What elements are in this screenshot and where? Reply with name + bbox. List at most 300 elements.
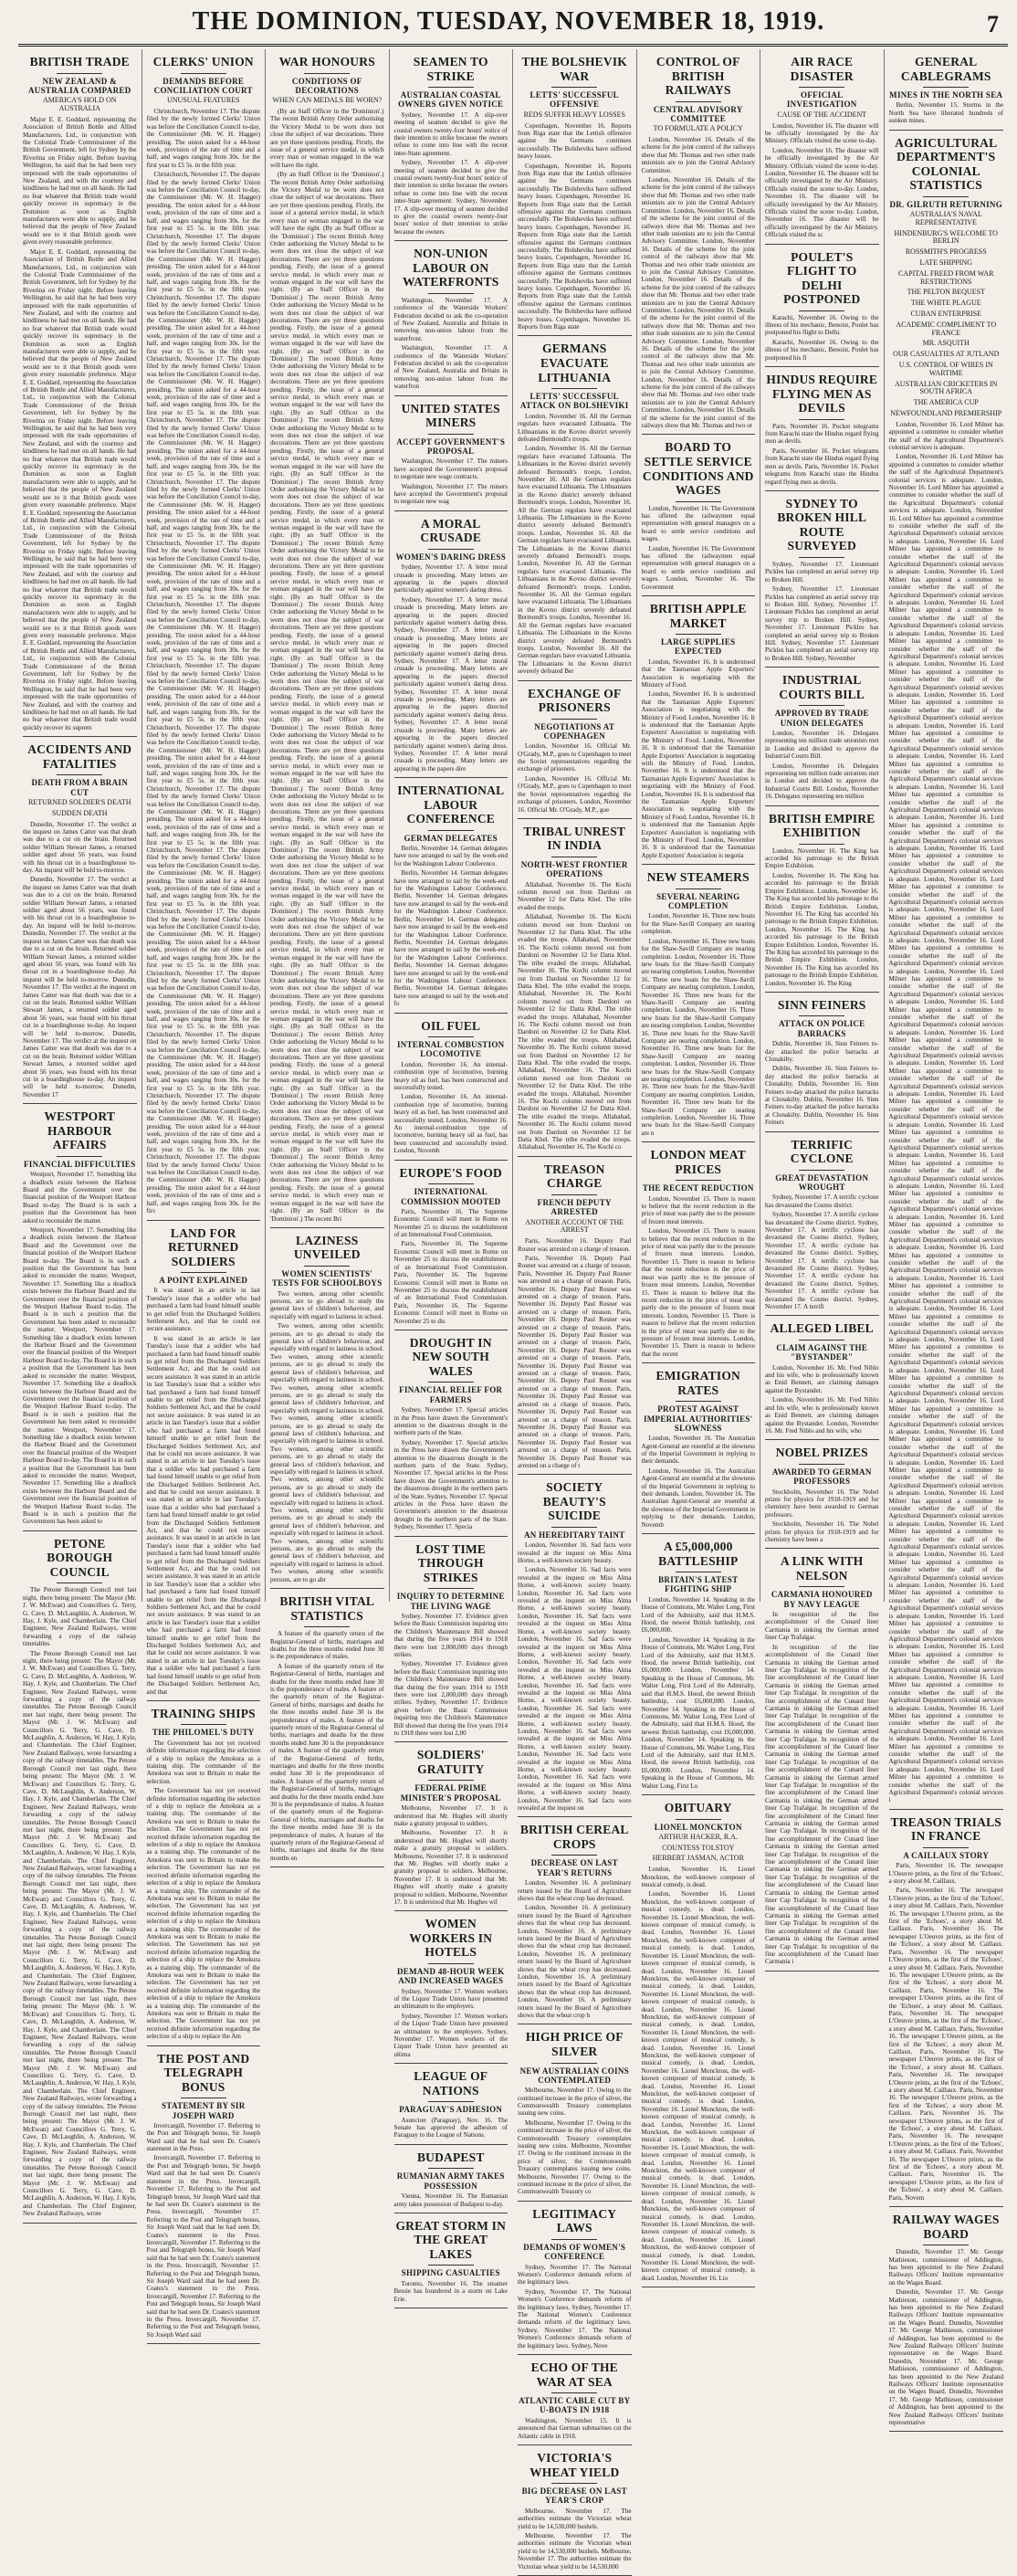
article-subheading: LARGE SUPPLIES EXPECTED — [661, 637, 736, 657]
article-headline: AIR RACE DISASTER — [790, 55, 854, 83]
headline-rule — [428, 87, 474, 88]
article-headline: EXCHANGE OF PRISONERS — [528, 686, 622, 715]
article-body: London, November 16. The Australian Agent-General are resentful at the slowness of the Imperial Government in replying to their demands. London, November 16. The Australian Agent-General are resentful at the slowness of the Imperial Government in replying to their demands. London, November 16. The Australian Agent-General are resentful at the slowness of the Imperial Government in replying to their demands. London, Novemb — [641, 1435, 756, 1529]
article — [23, 742, 137, 1104]
headline-rule — [676, 101, 721, 102]
article — [147, 1226, 261, 1701]
article-separator — [518, 818, 632, 819]
article-headline: BRITISH TRADE — [29, 55, 130, 68]
article-subheading: INTERNATIONAL COMMISSION MOOTED — [401, 1187, 501, 1206]
article-body: London, November 15. There is reason to believe that the recent reduction in the price of meat was partly due to the pressure of frozen meat interests. London, November 15. There is reason to believe that the recent reduction in the price of meat was partly due to the pressure of frozen meat interests. London, November 15. There is reason to believe that the recent reduction in the price of meat was partly due to the pressure of frozen meat interests. London, November 15. There is reason to believe that the recent reduction in the price of meat was partly due to the pressure of frozen meat interests. London, November 15. There is reason to believe that the recent reduction in the price of meat was partly due to the pressure of frozen meat interests. London, November 15. There is reason to believe that the recent — [641, 1194, 755, 1358]
article-body: Dunedin, November 17. Mr. George Mathieson, commissioner of Addington, has been appointed to the New Zealand Railways Officers' Institute representative on the Wages Board. Dunedin, November 17. Mr. George Mathieson, commissioner of Addington, has been appointed to the New Zealand Railways Officers' Institute representative on the Wages Board. Dunedin, November 17. Mr. George Mathieson, commissioner of Addington, has been appointed to the New Zealand Railways Officers' Institute representative on the Wages Board. Dunedin, November 17. Mr. George Mathieson, commissioner of Addington, has been appointed to the New Zealand Railways Officers' Institute representative on the Wages Board. Dunedin, November 17. Mr. George Mathieson, commissioner of Addington, has been appointed to the New Zealand Railways Officers' Institute representative — [888, 2248, 1003, 2427]
article-headline: BOARD TO SETTLE SERVICE CONDITIONS AND WAGES — [642, 440, 754, 498]
article — [642, 55, 756, 435]
article-separator — [270, 1866, 384, 1867]
headline-rule — [428, 2168, 474, 2169]
article-body: Paris, November 16. The newspaper L'Oeuvre prints, as the first of the 'Echoes', a story about M. Caillaux. Paris, November 16. The newspaper L'Oeuvre prints, as the first of the 'Echoes', a story about M. Caillaux. Paris, November 16. The newspaper L'Oeuvre prints, as the first of the 'Echoes', a story about M. Caillaux. Paris, November 16. The newspaper L'Oeuvre prints, as the first of the 'Echoes', a story about M. Caillaux. Paris, November 16. The newspaper L'Oeuvre prints, as the first of the 'Echoes', a story about M. Caillaux. Paris, November 16. The newspaper L'Oeuvre prints, as the first of the 'Echoes', a story about M. Caillaux. Paris, November 16. The newspaper L'Oeuvre prints, as the first of the 'Echoes', a story about M. Caillaux. Paris, November 16. The newspaper L'Oeuvre prints, as the first of the 'Echoes', a story about M. Caillaux. Paris, November 16. The newspaper L'Oeuvre prints, as the first of the 'Echoes', a story about M. Caillaux. Paris, November 16. The newspaper L'Oeuvre prints, as the first of the 'Echoes', a story about M. Caillaux. Paris, November 16. The newspaper L'Oeuvre prints, as the first of the 'Echoes', a story about M. Caillaux. Paris, November 16. The newspaper L'Oeuvre prints, as the first of the 'Echoes', a story about M. Caillaux. Paris, November 16. The newspaper L'Oeuvre prints, as the first of the 'Echoes', a story about M. Caillaux. Paris, November 16. The newspaper L'Oeuvre prints, as the first of the 'Echoes', a story about M. Caillaux. Paris, November 16. The newspaper L'Oeuvre prints, as the first of the 'Echoes', a story about M. Caillaux. Paris, November 16. The newspaper L'Oeuvre prints, as the first of the 'Echoes', a story about M. Caillaux. Paris, Novem — [888, 1862, 1003, 2202]
article-separator — [889, 130, 1004, 131]
article-separator — [765, 1315, 879, 1316]
article-headline: BRITISH CEREAL CROPS — [519, 1823, 629, 1851]
article-subheading: AN HEREDITARY TAINT — [523, 1530, 625, 1540]
article-separator — [765, 805, 879, 806]
article-subheading: LETTS' SUCCESSFUL ATTACK ON BOLSHEVIKI — [519, 392, 629, 411]
article — [394, 1917, 508, 2064]
article-headline: LEAGUE OF NATIONS — [414, 2069, 488, 2098]
article-separator — [765, 1548, 879, 1549]
article-separator — [394, 395, 508, 396]
article-headline: TRIBAL UNREST IN INDIA — [523, 824, 626, 853]
headline-rule — [428, 2101, 474, 2102]
article-headline: ECHO OF THE WAR AT SEA — [530, 2360, 618, 2389]
article-body: London, November 16. Lionel Monckton, the well-known composer of musical comedy, is dead. London, November 16. Lionel Monckton, the well-known composer of musical comedy, is dead. London, November 16. Lionel Monckton, the well-known composer of musical comedy, is dead. London, November 16. Lionel Monckton, the well-known composer of musical comedy, is dead. London, November 16. Lionel Monckton, the well-known composer of musical comedy, is dead. London, November 16. Lionel Monckton, the well-known composer of musical comedy, is dead. London, November 16. Lionel Monckton, the well-known composer of musical comedy, is dead. London, November 16. Lionel Monckton, the well-known composer of musical comedy, is dead. London, November 16. Lionel Monckton, the well-known composer of musical comedy, is dead. London, November 16. Lionel Monckton, the well-known composer of musical comedy, is dead. London, November 16. Lionel Monckton, the well-known composer of musical comedy, is dead. London, November 16. Lionel Monckton, the well-known composer of musical comedy, is dead. London, November 16. Lionel Monckton, the well-known composer of musical comedy, is dead. London, November 16. Lionel Monckton, the well-known composer of musical comedy, is dead. London, November 16. Lionel Monckton, the well-known composer of musical comedy, is dead. London, November 16. Lionel Monckton, the well-known composer of musical comedy, is dead. London, November 16. Lionel Monckton, the well-known composer of musical comedy, is dead. London, November 16. Lionel Monckton, the well-known composer of musical comedy, is dead. London, November 16. Lionel Monckton, the well-known composer of musical comedy, is dead. London, November 16. Lionel Monckton, the well-known composer of musical comedy, is dead. London, November 16. Lionel Monckton, the well-known composer of musical comedy, is dead. London, November 16. Lio — [641, 1866, 755, 2282]
article-body: (By an Staff Officer in the 'Dominion'.) The recent British Army Order authorising the Victory Medal to be worn does not close the subject of war decorations. There are yet three questions pending. Firstly, the issue of a general service medal, in which every man or woman engaged in the war will have the right. (By an Staff Officer in the 'Dominion'.) The recent British Army Order authorising the Victory Medal to be worn does not close the subject of war decorations. There are yet three questions pending. Firstly, the issue of a general service medal, in which every man or woman engaged in the war will have the right. (By an Staff Officer in the 'Dominion'.) The recent British Army Order authorising the Victory Medal to be worn does not close the subject of war decorations. There are yet three questions pending. Firstly, the issue of a general service medal, in which every man or woman engaged in the war will have the right. (By an Staff Officer in the 'Dominion'.) The recent British Army Order authorising the Victory Medal to be worn does not close the subject of war decorations. There are yet three questions pending. Firstly, the issue of a general service medal, in which every man or woman engaged in the war will have the right. (By an Staff Officer in the 'Dominion'.) The recent British Army Order authorising the Victory Medal to be worn does not close the subject of war decorations. There are yet three questions pending. Firstly, the issue of a general service medal, in which every man or woman engaged in the war will have the right. (By an Staff Officer in the 'Dominion'.) The recent British Army Order authorising the Victory Medal to be worn does not close the subject of war decorations. There are yet three questions pending. Firstly, the issue of a general service medal, in which every man or woman engaged in the war will have the right. (By an Staff Officer in the 'Dominion'.) The recent British Army Order authorising the Victory Medal to be worn does not close the subject of war decorations. There are yet three questions pending. Firstly, the issue of a general service medal, in which every man or woman engaged in the war will have the right. (By an Staff Officer in the 'Dominion'.) The recent British Army Order authorising the Victory Medal to be worn does not close the subject of war decorations. There are yet three questions pending. Firstly, the issue of a general service medal, in which every man or woman engaged in the war will have the right. (By an Staff Officer in the 'Dominion'.) The recent British Army Order authorising the Victory Medal to be worn does not close the subject of war decorations. There are yet three questions pending. Firstly, the issue of a general service medal, in which every man or woman engaged in the war will have the right. (By an Staff Officer in the 'Dominion'.) The recent British Army Order authorising the Victory Medal to be worn does not close the subject of war decorations. There are yet three questions pending. Firstly, the issue of a general service medal, in which every man or woman engaged in the war will have the right. (By an Staff Officer in the 'Dominion'.) The recent British Army Order authorising the Victory Medal to be worn does not close the subject of war decorations. There are yet three questions pending. Firstly, the issue of a general service medal, in which every man or woman engaged in the war will have the right. (By an Staff Officer in the 'Dominion'.) The recent British Army Order authorising the Victory Medal to be worn does not close the subject of war decorations. There are yet three questions pending. Firstly, the issue of a general service medal, in which every man or woman engaged in the war will have the right. (By an Staff Officer in the 'Dominion'.) The recent British Army Order authorising the Victory Medal to be worn does not close the subject of war decorations. There are yet three questions pending. Firstly, the issue of a general service medal, in which every man or woman engaged in the war will have the right. (By an Staff Officer in the 'Dominion'.) The recent British Army Order authorising the Victory Medal to be worn does not close the subject of war decorations. There are yet three questions pending. Firstly, the issue of a general service medal, in which every man or woman engaged in the war will have the right. (By an Staff Officer in the 'Dominion'.) The recent British Army Order authorising the Victory Medal to be worn does not close the subject of war decorations. There are yet three questions pending. Firstly, the issue of a general service medal, in which every man or woman engaged in the war will have the right. (By an Staff Officer in the 'Dominion'.) The recent British Army Order authorising the Victory Medal to be worn does not close the subject of war decorations. There are yet three questions pending. Firstly, the issue of a general service medal, in which every man or woman engaged in the war will have the right. (By an Staff Officer in the 'Dominion'.) The recent British Army Order authorising the Victory Medal to be worn does not close the subject of war decorations. There are yet three questions pending. Firstly, the issue of a general service medal, in which every man or woman engaged in the war will have the right. (By an Staff Officer in the 'Dominion'.) The recent British Army Order authorising the Victory Medal to be worn does not close the subject of war decorations. There are yet three questions pending. Firstly, the issue of a general service medal, in which every man or woman engaged in the war will have the right. (By an Staff Officer in the 'Dominion'.) The recent Bri — [270, 108, 384, 1223]
article — [765, 1554, 879, 1971]
newspaper-column — [760, 49, 885, 1966]
headline-rule — [551, 1527, 597, 1528]
article-subheading: TO FORMULATE A POLICY — [653, 124, 743, 133]
article-body: Sydney, November 17. A letter moral crusade is proceeding. Many letters are appearing in the papers directed particularly against women's daring dress. Sydney, November 17. A letter moral crusade is proceeding. Many letters are appearing in the papers directed particularly against women's daring dress. Sydney, November 17. A letter moral crusade is proceeding. Many letters are appearing in the papers directed particularly against women's daring dress. Sydney, November 17. A letter moral crusade is proceeding. Many letters are appearing in the papers directed particularly against women's daring dress. Sydney, November 17. A letter moral crusade is proceeding. Many letters are appearing in the papers directed particularly against women's daring dress. Sydney, November 17. A letter moral crusade is proceeding. Many letters are appearing in the papers directed particularly against women's daring dress. Sydney, November 17. A letter moral crusade is proceeding. Many letters are appearing in the papers dire — [393, 563, 508, 773]
article-headline: CONTROL OF BRITISH RAILWAYS — [655, 55, 740, 98]
headline-rule — [551, 2063, 597, 2064]
article — [889, 55, 1004, 131]
headline-rule — [428, 1963, 474, 1964]
article-headline: A £5,000,000 BATTLESHIP — [658, 1540, 739, 1568]
article-body: Berlin, November 14. German delegates have now arranged to sail by the week-end for the Washington Labour Conference. Berlin, November 14. German delegates have now arranged to sail by the week-end for the Washington Labour Conference. Berlin, November 14. German delegates have now arranged to sail by the week-end for the Washington Labour Conference. Berlin, November 14. German delegates have now arranged to sail by the week-end for the Washington Labour Conference. Berlin, November 14. German delegates have now arranged to sail by the week-end for the Washington Labour Conference. Berlin, November 14. German delegates have now arranged to sail by the week-end for the Washington Labour Conference. Berlin, November 14. German delegates have now arranged to sail by the week-end fo — [393, 845, 508, 1008]
article-separator — [518, 335, 632, 336]
article — [270, 55, 384, 1228]
article-subheading: INQUIRY TO DETERMINE THE LIVING WAGE — [396, 1592, 505, 1611]
article-headline: WESTPORT HARBOUR AFFAIRS — [44, 1109, 116, 1152]
article-subheading: WHEN CAN MEDALS BE WORN? — [272, 96, 383, 105]
article-separator — [889, 1809, 1004, 1810]
article — [642, 1369, 756, 1534]
article-subheading: THE AMERICA CUP — [913, 398, 979, 407]
headline-rule — [799, 844, 844, 845]
headline-rule — [923, 196, 969, 197]
article-body: Sydney, November 17. The National Women's Conference demands reform of the legitimacy laws. Sydney, November 17. The National Women's Conference demands reform of the legitimacy laws. Sydney, November 17. The National Women's Conference demands reform of the legitimacy laws. Sydney, November 17. The National Women's Conference demands reform of the legitimacy laws. Sydney, Nove — [518, 2263, 632, 2350]
article-separator — [394, 1910, 508, 1911]
article-subheading: LIONEL MONCKTON — [654, 1822, 742, 1832]
article-subheading: STATEMENT BY SIR JOSEPH WARD — [162, 2101, 246, 2120]
article — [765, 250, 879, 368]
article — [642, 440, 756, 596]
article-separator — [518, 1156, 632, 1157]
article-subheading: ACADEMIC COMPLIMENT TO FRANCE — [896, 320, 997, 337]
article-separator — [147, 1700, 261, 1701]
article-body: Sydney, November 17. A terrific cyclone has devastated the Cosmo district. Sydney, November 17. A terrific cyclone has devastated the Cosmo district. Sydney, November 17. A terrific cyclone has devastated the Cosmo district. Sydney, November 17. A terrific cyclone has devastated the Cosmo district. Sydney, November 17. A terrific cyclone has devastated the Cosmo district. Sydney, November 17. A terrific cyclone has devastated the Cosmo district. Sydney, November 17. A terrific cyclone has devastated the Cosmo district. Sydney, November 17. A terrifi — [765, 1193, 879, 1311]
article — [889, 2213, 1004, 2432]
article-headline: THE POST AND TELEGRAPH BONUS — [157, 2051, 250, 2094]
article-body: The Petone Borough Council met last night, there being present: The Mayor (Mr. J. W. McEwan) and Councillors G. Terry, G. Cave, D. McLaughlin, A. Anderson, W. Hay, J. Kyle, and Chamberlain. The Chief Engineer, New Zealand Railways, wrote forwarding a copy of the railway timetables. The Petone Borough Council met last night, there being present: The Mayor (Mr. J. W. McEwan) and Councillors G. Terry, G. Cave, D. McLaughlin, A. Anderson, W. Hay, J. Kyle, and Chamberlain. The Chief Engineer, New Zealand Railways, wrote forwarding a copy of the railway timetables. The Petone Borough Council met last night, there being present: The Mayor (Mr. J. W. McEwan) and Councillors G. Terry, G. Cave, D. McLaughlin, A. Anderson, W. Hay, J. Kyle, and Chamberlain. The Chief Engineer, New Zealand Railways, wrote forwarding a copy of the railway timetables. The Petone Borough Council met last night, there being present: The Mayor (Mr. J. W. McEwan) and Councillors G. Terry, G. Cave, D. McLaughlin, A. Anderson, W. Hay, J. Kyle, and Chamberlain. The Chief Engineer, New Zealand Railways, wrote forwarding a copy of the railway timetables. The Petone Borough Council met last night, there being present: The Mayor (Mr. J. W. McEwan) and Councillors G. Terry, G. Cave, D. McLaughlin, A. Anderson, W. Hay, J. Kyle, and Chamberlain. The Chief Engineer, New Zealand Railways, wrote forwarding a copy of the railway timetables. The Petone Borough Council met last night, there being present: The Mayor (Mr. J. W. McEwan) and Councillors G. Terry, G. Cave, D. McLaughlin, A. Anderson, W. Hay, J. Kyle, and Chamberlain. The Chief Engineer, New Zealand Railways, wrote forwarding a copy of the railway timetables. The Petone Borough Council met last night, there being present: The Mayor (Mr. J. W. McEwan) and Councillors G. Terry, G. Cave, D. McLaughlin, A. Anderson, W. Hay, J. Kyle, and Chamberlain. The Chief Engineer, New Zealand Railways, wrote forwarding a copy of the railway timetables. The Petone Borough Council met last night, there being present: The Mayor (Mr. J. W. McEwan) and Councillors G. Terry, G. Cave, D. McLaughlin, A. Anderson, W. Hay, J. Kyle, and Chamberlain. The Chief Engineer, New Zealand Railways, wrote forwarding a copy of the railway timetables. The Petone Borough Council met last night, there being present: The Mayor (Mr. J. W. McEwan) and Councillors G. Terry, G. Cave, D. McLaughlin, A. Anderson, W. Hay, J. Kyle, and Chamberlain. The Chief Engineer, New Zealand Railways, wrote forwarding a copy of the railway timetables. The Petone Borough Council met last night, there being present: The Mayor (Mr. J. W. McEwan) and Councillors G. Terry, G. Cave, D. McLaughlin, A. Anderson, W. Hay, J. Kyle, and Chamberlain. The Chief Engineer, New Zealand Railways, wrote forwarding a copy of the railway timetables. The Petone Borough Council met last night, there being present: The Mayor (Mr. J. W. McEwan) and Councillors G. Terry, G. Cave, D. McLaughlin, A. Anderson, W. Hay, J. Kyle, and Chamberlain. The Chief Engineer, New Zealand Railways, wrote — [23, 1586, 137, 2218]
article-subheading: A CAILLAUX STORY — [903, 1850, 990, 1860]
article-subheading: PARAGUAY'S ADHESION — [399, 2105, 503, 2115]
article-headline: HINDUS REQUIRE FLYING MEN AS DEVILS — [766, 373, 878, 415]
article — [642, 1801, 756, 2287]
article-body: London, November 16. A preliminary return issued by the Board of Agriculture shows that the wheat crop has decreased. London, November 16. A preliminary return issued by the Board of Agriculture shows that the wheat crop has decreased. London, November 16. A preliminary return issued by the Board of Agriculture shows that the wheat crop has decreased. London, November 16. A preliminary return issued by the Board of Agriculture shows that the wheat crop has decreased. London, November 16. A preliminary return issued by the Board of Agriculture shows that the wheat crop has decreased. London, November 16. A preliminary return issued by the Board of Agriculture shows that the wheat crop h — [518, 1879, 632, 2020]
article-headline: DROUGHT IN NEW SOUTH WALES — [409, 1335, 492, 1378]
article-subheading: DEATH FROM A BRAIN CUT — [31, 778, 128, 797]
headline-rule — [551, 2483, 597, 2484]
article-headline: GERMANS EVACUATE LITHUANIA — [538, 342, 612, 384]
article — [518, 2451, 632, 2576]
article-separator — [642, 1533, 756, 1534]
article-headline: NON-UNION LABOUR ON WATERFRONTS — [403, 247, 499, 289]
article-subheading: SHIPPING CASUALTIES — [401, 2268, 500, 2278]
article-subheading: ACCEPT GOVERNMENT'S PROPOSAL — [396, 436, 506, 457]
article — [518, 1162, 632, 1476]
article — [518, 342, 632, 680]
article-body: Copenhagen, November 16. Reports from Riga state that the Lettish offensive against the Germans continues successfully. The Bolsheviks have suffered heavy losses. Copenhagen, November 16. Reports from Riga state that the Lettish offensive against the Germans continues successfully. The Bolsheviks have suffered heavy losses. Copenhagen, November 16. Reports from Riga state that the Lettish offensive against the Germans continues successfully. The Bolsheviks have suffered heavy losses. Copenhagen, November 16. Reports from Riga state that the Lettish offensive against the Germans continues successfully. The Bolsheviks have suffered heavy losses. Copenhagen, November 16. Reports from Riga state that the Lettish offensive against the Germans continues successfully. The Bolsheviks have suffered heavy losses. Copenhagen, November 16. Reports from Riga state that the Lettish offensive against the Germans continues successfully. The Bolsheviks have suffered heavy losses. Copenhagen, November 16. Reports from Riga state — [518, 121, 632, 331]
article — [394, 1542, 508, 1743]
article-body: Melbourne, November 17. The authorities estimate the Victorian wheat yield to be 14,530,000 bushels. Melbourne, November 17. The authorities estimate the Victorian wheat yield to be 14,530,000 bushels. Melbourne, November 17. The authorities estimate the Victorian wheat yield to be 14,530,000 — [518, 2507, 632, 2571]
headline-rule — [551, 1194, 597, 1195]
masthead-rule — [18, 44, 1008, 47]
article-separator — [394, 1536, 508, 1537]
article — [394, 1019, 508, 1161]
article-subheading: RUMANIAN ARMY TAKES POSSESSION — [396, 2171, 505, 2191]
article-subheading: MR. ASQUITH — [922, 339, 970, 348]
article-subheading: NEW ZEALAND & AUSTRALIA COMPARED — [28, 76, 131, 95]
article-subheading: BRITAIN'S LATEST FIGHTING SHIP — [658, 1575, 739, 1594]
article-subheading: DECREASE ON LAST YEAR'S RETURNS — [530, 1858, 618, 1877]
article-headline: BRITISH VITAL STATISTICS — [279, 1594, 375, 1623]
headline-rule — [676, 888, 721, 889]
article-body: London, November 16. An internal-combustion type of locomotive, burning heavy oil as fuel, has been constructed and successfully tested. London, November 16. An internal-combustion type of locomotive, burning heavy oil as fuel, has been constructed and successfully tested. London, November 16. An internal-combustion type of locomotive, burning heavy oil as fuel, has been constructed and successfully tested. London, Novemb — [393, 1060, 508, 1155]
article-body: Dunedin, November 17. The verdict at the inquest on James Catter was that death was due to a cut on the brain. Returned soldier William Stewart James, a returned soldier aged about 56 years, was found with his throat cut in a boardinghouse to-day. An inquest will be held to-morrow. Dunedin, November 17. The verdict at the inquest on James Catter was that death was due to a cut on the brain. Returned soldier William Stewart James, a returned soldier aged about 56 years, was found with his throat cut in a boardinghouse to-day. An inquest will be held to-morrow. Dunedin, November 17. The verdict at the inquest on James Catter was that death was due to a cut on the brain. Returned soldier William Stewart James, a returned soldier aged about 56 years, was found with his throat cut in a boardinghouse to-day. An inquest will be held to-morrow. Dunedin, November 17. The verdict at the inquest on James Catter was that death was due to a cut on the brain. Returned soldier William Stewart James, a returned soldier aged about 56 years, was found with his throat cut in a boardinghouse to-day. An inquest will be held to-morrow. Dunedin, November 17. The verdict at the inquest on James Catter was that death was due to a cut on the brain. Returned soldier William Stewart James, a returned soldier aged about 56 years, was found with his throat cut in a boardinghouse to-day. An inquest will be held to-morrow. Dunedin, November 17 — [23, 820, 137, 1099]
masthead — [0, 0, 1017, 47]
article-headline: TERRIFIC CYCLONE — [790, 1137, 854, 1166]
headline-rule — [181, 1272, 226, 1273]
article-subheading: HINDENBURG'S WELCOME TO BERLIN — [894, 228, 998, 246]
article-headline: SINN FEINERS — [777, 997, 866, 1012]
article — [394, 1748, 508, 1911]
headline-rule — [57, 73, 102, 74]
article-body: Melbourne, November 17. Owing to the continued increase in the price of silver, the Commonwealth Treasury contemplates issuing new coins. Melbourne, November 17. Owing to the continued increase in the price of silver, the Commonwealth Treasury contemplates issuing new coins. Melbourne, November 17. Owing to the continued increase in the price of silver, the Commonwealth Treasury contemplates issuing new coins. Melbourne, November 17. Owing to the continued increase in the price of silver, the Commonwealth Treasury co — [518, 2087, 632, 2196]
article-body: Invercargill, November 17. Referring to the Post and Telegraph bonus, Sir Joseph Ward said that he had seen Dr. Coates's statement in the Press. Invercargill, November 17. Referring to the Post and Telegraph bonus, Sir Joseph Ward said that he had seen Dr. Coates's statement in the Press. Invercargill, November 17. Referring to the Post and Telegraph bonus, Sir Joseph Ward said that he had seen Dr. Coates's statement in the Press. Invercargill, November 17. Referring to the Post and Telegraph bonus, Sir Joseph Ward said that he had seen Dr. Coates's statement in the Press. Invercargill, November 17. Referring to the Post and Telegraph bonus, Sir Joseph Ward said that he had seen Dr. Coates's statement in the Press. Invercargill, November 17. Referring to the Post and Telegraph bonus, Sir Joseph Ward said that he had seen Dr. Coates's statement in the Press. Invercargill, November 17. Referring to the Post and Telegraph bonus, Sir Joseph Ward said that he had seen Dr. Coates's statement in the Press. Invercargill, November 17. Referring to the Post and Telegraph bonus, Sir Joseph Ward said — [146, 2121, 260, 2339]
article-subheading: CARMANIA HONOURED BY NAVY LEAGUE — [771, 1590, 873, 1609]
masthead-title: THE DOMINION, TUESDAY, NOVEMBER 18, 1919. — [192, 7, 825, 36]
article-separator — [23, 736, 137, 737]
headline-rule — [181, 73, 226, 74]
article-body: Washington, November 17. The miners have accepted the Government's proposal to negotiate new wage contracts. Washington, November 17. The miners have accepted the Government's proposal to negotiate new wag — [393, 457, 508, 506]
article-subheading: AUSTRALIA'S NAVAL REPRESENTATIVE — [909, 210, 982, 226]
article-headline: LAND FOR RETURNED SOLDIERS — [168, 1225, 239, 1268]
article-body: London, November 16. Mr. Fred Niblo and his wife, who is professionally known as Enid Bennett, are claiming damages against the Bystander. London, November 16. Mr. Fred Niblo and his wife, who is professionally known as Enid Bennett, are claiming damages against the Bystander. London, November 16. Mr. Fred Niblo and his wife, who — [765, 1363, 879, 1435]
newspaper-column — [885, 49, 1009, 2427]
article-separator — [394, 2063, 508, 2064]
article-body: London, November 16. It is understood that the Tasmanian Apple Exporters' Association is negotiating with the Ministry of Food. London, November 16. It is understood that the Tasmanian Apple Exporters' Association is negotiating with the Ministry of Food. London, November 16. It is understood that the Tasmanian Apple Exporters' Association is negotiating with the Ministry of Food. London, November 16. It is understood that the Tasmanian Apple Exporters' Association is negotiating with the Ministry of Food. London, November 16. It is understood that the Tasmanian Apple Exporters' Association is negotiating with the Ministry of Food. London, November 16. It is understood that the Tasmanian Apple Exporters' Association is negotiating with the Ministry of Food. London, November 16. It is understood that the Tasmanian Apple Exporters' Association is negotiating with the Ministry of Food. London, November 16. It is understood that the Tasmanian Apple Exporters' Association is negotia — [641, 657, 756, 859]
article-headline: LONDON MEAT PRICES — [650, 1148, 746, 1176]
article-separator — [518, 2201, 632, 2202]
headline-rule — [428, 1183, 474, 1184]
headline-rule — [799, 1015, 844, 1016]
article — [765, 1138, 879, 1317]
article — [765, 1446, 879, 1549]
article-separator — [765, 667, 879, 668]
article-headline: WOMEN WORKERS IN HOTELS — [409, 1917, 493, 1960]
article-headline: A LINK WITH NELSON — [781, 1554, 864, 1582]
article-body: The Government has not yet received definite information regarding the selection of a ship to replace the Amokura as a training ship. The commander of the Amokura was sent to Britain to make the selection. The Government has not yet received definite information regarding the selection of a ship to replace the Amokura as a training ship. The commander of the Amokura was sent to Britain to make the selection. The Government has not yet received definite information regarding the selection of a ship to replace the Amokura as a training ship. The commander of the Amokura was sent to Britain to make the selection. The Government has not yet received definite information regarding the selection of a ship to replace the Amokura as a training ship. The commander of the Amokura was sent to Britain to make the selection. The Government has not yet received definite information regarding the selection of a ship to replace the Amokura as a training ship. The commander of the Amokura was sent to Britain to make the selection. The Government has not yet received definite information regarding the selection of a ship to replace the Amokura as a training ship. The commander of the Amokura was sent to Britain to make the selection. The Government has not yet received definite information regarding the selection of a ship to replace the Amokura as a training ship. The commander of the Amokura was sent to Britain to make the selection. The Government has not yet received definite information regarding the selection of a ship to replace the Am — [146, 1739, 260, 2041]
article-subheading: U.S. CONTROL OF WIRES IN WARTIME — [898, 360, 993, 377]
article-subheading: BIG DECREASE ON LAST YEAR'S CROP — [521, 2487, 627, 2506]
article-headline: TRAINING SHIPS — [151, 1706, 256, 1720]
article-headline: LOST TIME THROUGH STRIKES — [415, 1541, 487, 1584]
article-subheading: DEMANDS BEFORE CONCILIATION COURT — [153, 76, 253, 95]
article — [518, 825, 632, 1157]
headline-rule — [799, 1586, 844, 1587]
article-headline: UNITED STATES MINERS — [401, 401, 500, 430]
article-subheading: LATE SHIPPING — [919, 258, 973, 267]
article-subheading: ANOTHER ACCOUNT OF THE ARREST — [525, 1217, 624, 1235]
article-subheading: FRENCH DEPUTY ARRESTED — [537, 1197, 612, 1217]
article-body: Paris, November 16. Deputy Paul Rosner was arrested on a charge of treason. Paris, November 16. Deputy Paul Rosner was arrested on a charge of treason. Paris, November 16. Deputy Paul Rosner was arrested on a charge of treason. Paris, November 16. Deputy Paul Rosner was arrested on a charge of treason. Paris, November 16. Deputy Paul Rosner was arrested on a charge of treason. Paris, November 16. Deputy Paul Rosner was arrested on a charge of treason. Paris, November 16. Deputy Paul Rosner was arrested on a charge of treason. Paris, November 16. Deputy Paul Rosner was arrested on a charge of treason. Paris, November 16. Deputy Paul Rosner was arrested on a charge of treason. Paris, November 16. Deputy Paul Rosner was arrested on a charge of treason. Paris, November 16. Deputy Paul Rosner was arrested on a charge of treason. Paris, November 16. Deputy Paul Rosner was arrested on a charge of treason. Paris, November 16. Deputy Paul Rosner was arrested on a charge of treason. Paris, November 16. Deputy Paul Rosner was arrested on a charge of treason. Paris, November 16. Deputy Paul Rosner was arrested on a charge of t — [518, 1237, 632, 1469]
headline-rule — [551, 388, 597, 389]
article-body: London, November 16. The disaster will be officially investigated by the Air Ministry. Officials visited the scene to-day. London, November 16. The disaster will be officially investigated by the Air Ministry. Officials visited the scene to-day. London, November 16. The disaster will be officially investigated by the Air Ministry. Officials visited the scene to-day. London, November 16. The disaster will be officially investigated by the Air Ministry. Officials visited the scene to-day. London, November 16. The disaster will be officially investigated by the Air Ministry. Officials visited the sc — [765, 121, 879, 239]
newspaper-column — [390, 49, 514, 2303]
article — [23, 1537, 137, 2224]
article-headline: TREASON CHARGE — [543, 1162, 605, 1191]
article-headline: OBITUARY — [664, 1800, 732, 1814]
article-headline: LAZINESS UNVEILED — [293, 1233, 361, 1262]
headline-rule — [799, 1340, 844, 1341]
headline-rule — [676, 1401, 721, 1402]
article-headline: HIGH PRICE OF SILVER — [525, 2030, 624, 2058]
article-body: London, November 16. Details of the scheme for the joint control of the railways show that Mr. Thomas and two other trade unionists are to join the Central Advisory Committee. London, November 16. Details of the scheme for the joint control of the railways show that Mr. Thomas and two other trade unionists are to join the Central Advisory Committee. London, November 16. Details of the scheme for the joint control of the railways show that Mr. Thomas and two other trade unionists are to join the Central Advisory Committee. London, November 16. Details of the scheme for the joint control of the railways show that Mr. Thomas and two other trade unionists are to join the Central Advisory Committee. London, November 16. Details of the scheme for the joint control of the railways show that Mr. Thomas and two other trade unionists are to join the Central Advisory Committee. London, November 16. Details of the scheme for the joint control of the railways show that Mr. Thomas and two other trade unionists are to join the Central Advisory Committee. London, November 16. Details of the scheme for the joint control of the railways show that Mr. Thomas and two other trade unionists are to join the Central Advisory Committee. London, November 16. Details of the scheme for the joint control of the railways show that Mr. Thomas and two other trade unionists are to join the Central Advisory Committee. London, November 16. Details of the scheme for the joint control of the railways show that Mr. Thomas and two ot — [641, 136, 755, 430]
article — [642, 1540, 756, 1795]
article-subheading: GERMAN DELEGATES — [404, 833, 498, 843]
article-subheading: ATTACK ON POLICE BARRACKS — [779, 1019, 865, 1038]
article-separator — [765, 490, 879, 491]
article-body: Sydney, November 17. A slip-over meeting of seamen decided to give the coastal owners twenty-four hours' notice of their intention to strike because the owners refuse to come into line with the recent inter-State agreement. Sydney, November 17. A slip-over meeting of seamen decided to give the coastal owners twenty-four hours' notice of their intention to strike because the owners refuse to come into line with the recent inter-State agreement. Sydney, November 17. A slip-over meeting of seamen decided to give the coastal owners twenty-four hours' notice of their intention to strike because the owners — [393, 110, 508, 236]
newspaper-column — [637, 49, 761, 2282]
article-separator — [642, 864, 756, 865]
headline-rule — [428, 549, 474, 550]
article-subheading: SEVERAL NEARING COMPLETION — [656, 891, 740, 911]
article-headline: ALLEGED LIBEL — [770, 1321, 874, 1336]
headline-rule — [551, 1855, 597, 1856]
article-body: Stockholm, November 16. The Nobel prizes for physics for 1918-1919 and for chemistry have been awarded to German professors. Stockholm, November 16. The Nobel prizes for physics for 1918-1919 and for chemistry have been a — [765, 1488, 879, 1543]
article-separator — [394, 2144, 508, 2145]
article-body: Sydney, November 17. Lieutenant Pickles has completed an aerial survey trip to Broken Hill. Sydney, November 17. Lieutenant Pickles has completed an aerial survey trip to Broken Hill. Sydney, November 17. Lieutenant Pickles has completed an aerial survey trip to Broken Hill. Sydney, November 17. Lieutenant Pickles has completed an aerial survey trip to Broken Hill. Sydney, November 17. Lieutenant Pickles has completed an aerial survey trip to Broken Hill. Sydney, November — [765, 560, 879, 662]
article — [518, 687, 632, 819]
article-subheading: SUDDEN DEATH — [51, 808, 108, 817]
article-headline: EUROPE'S FOOD — [399, 1165, 502, 1180]
headline-rule — [799, 705, 844, 706]
article-headline: THE BOLSHEVIK WAR — [521, 55, 627, 83]
article-separator — [765, 992, 879, 993]
headline-rule — [57, 774, 102, 775]
article-subheading: ATLANTIC CABLE CUT BY U-BOATS IN 1918 — [519, 2396, 631, 2415]
article-headline: SYDNEY TO BROKEN HILL ROUTE SURVEYED — [777, 496, 867, 553]
article-subheading: NORTH-WEST FRONTIER OPERATIONS — [520, 859, 628, 879]
article-separator — [394, 240, 508, 241]
headline-rule — [428, 1382, 474, 1383]
article-subheading: THE PELTON BEQUEST — [907, 288, 985, 297]
article-separator — [394, 1013, 508, 1014]
article-headline: A MORAL CRUSADE — [420, 516, 482, 545]
article-body: Dublin, November 16. Sinn Feiners to-day attacked the police barracks at Clonakilty. Dublin, November 16. Sinn Feiners to-day attacked the police barracks at Clonakilty. Dublin, November 16. Sinn Feiners to-day attacked the police barracks at Clonakilty. Dublin, November 16. Sinn Feiners to-day attacked the police barracks at Clonakilty. Dublin, November 16. Sinn Feiners — [765, 1040, 879, 1127]
article-subheading: NEW AUSTRALIAN COINS CONTEMPLATED — [519, 2066, 629, 2085]
headline-rule — [923, 87, 969, 88]
article-body: Toronto, November 16. The steamer Bessie has foundered in a storm on Lake Erie. — [393, 2279, 508, 2303]
article — [394, 247, 508, 395]
article — [270, 1234, 384, 1589]
article-headline: PETONE BOROUGH COUNCIL — [47, 1536, 113, 1579]
article-subheading: AUSTRALIAN COASTAL OWNERS GIVEN NOTICE — [398, 90, 504, 110]
article-body: London, November 14. Speaking in the House of Commons, Mr. Walter Long, First Lord of the Admiralty, said that H.M.S. Hood, the newest British battleship, cost £6,000,000. London, November 14. Speaking in the House of Commons, Mr. Walter Long, First Lord of the Admiralty, said that H.M.S. Hood, the newest British battleship, cost £6,000,000. London, November 14. Speaking in the House of Commons, Mr. Walter Long, First Lord of the Admiralty, said that H.M.S. Hood, the newest British battleship, cost £6,000,000. London, November 14. Speaking in the House of Commons, Mr. Walter Long, First Lord of the Admiralty, said that H.M.S. Hood, the newest British battleship, cost £6,000,000. London, November 14. Speaking in the House of Commons, Mr. Walter Long, First Lord of the Admiralty, said that H.M.S. Hood, the newest British battleship, cost £6,000,000. London, November 14. Speaking in the House of Commons, Mr. Walter Long, First Lo — [641, 1595, 755, 1790]
article-subheading: WOMEN'S DARING DRESS — [395, 552, 507, 562]
headline-rule — [799, 1464, 844, 1465]
article-body: London, November 16. The Government has offered the railwaymen equal representation with general managers on a board to settle service conditions and wages. London, November 16. The Government has offered the railwaymen equal representation with general managers on a board to settle service conditions and wages. London, November 16. The Government — [641, 504, 755, 591]
article-subheading: RETURNED SOLDIER'S DEATH — [27, 798, 131, 807]
article-body: Washington, November 15. It is announced that German submarines cut the Atlantic cable in 1918. — [518, 2416, 632, 2440]
article-headline: AGRICULTURAL DEPARTMENT'S COLONIAL STATISTICS — [895, 135, 998, 193]
article-subheading: NEWFOUNDLAND PREMIERSHIP — [890, 408, 1002, 417]
article-body: Christchurch, November 17. The dispute filed by the newly formed Clerks' Union was before the Conciliation Council to-day, the Commissioner (Mr. W. H. Hagger) presiding. The union asked for a 44-hour week, provision of the rate of time and a half, and wages ranging from 30s. for the first year to £5 5s. in the fifth year. Christchurch, November 17. The dispute filed by the newly formed Clerks' Union was before the Conciliation Council to-day, the Commissioner (Mr. W. H. Hagger) presiding. The union asked for a 44-hour week, provision of the rate of time and a half, and wages ranging from 30s. for the first year to £5 5s. in the fifth year. Christchurch, November 17. The dispute filed by the newly formed Clerks' Union was before the Conciliation Council to-day, the Commissioner (Mr. W. H. Hagger) presiding. The union asked for a 44-hour week, provision of the rate of time and a half, and wages ranging from 30s. for the first year to £5 5s. in the fifth year. Christchurch, November 17. The dispute filed by the newly formed Clerks' Union was before the Conciliation Council to-day, the Commissioner (Mr. W. H. Hagger) presiding. The union asked for a 44-hour week, provision of the rate of time and a half, and wages ranging from 30s. for the first year to £5 5s. in the fifth year. Christchurch, November 17. The dispute filed by the newly formed Clerks' Union was before the Conciliation Council to-day, the Commissioner (Mr. W. H. Hagger) presiding. The union asked for a 44-hour week, provision of the rate of time and a half, and wages ranging from 30s. for the first year to £5 5s. in the fifth year. Christchurch, November 17. The dispute filed by the newly formed Clerks' Union was before the Conciliation Council to-day, the Commissioner (Mr. W. H. Hagger) presiding. The union asked for a 44-hour week, provision of the rate of time and a half, and wages ranging from 30s. for the first year to £5 5s. in the fifth year. Christchurch, November 17. The dispute filed by the newly formed Clerks' Union was before the Conciliation Council to-day, the Commissioner (Mr. W. H. Hagger) presiding. The union asked for a 44-hour week, provision of the rate of time and a half, and wages ranging from 30s. for the first year to £5 5s. in the fifth year. Christchurch, November 17. The dispute filed by the newly formed Clerks' Union was before the Conciliation Council to-day, the Commissioner (Mr. W. H. Hagger) presiding. The union asked for a 44-hour week, provision of the rate of time and a half, and wages ranging from 30s. for the first year to £5 5s. in the fifth year. Christchurch, November 17. The dispute filed by the newly formed Clerks' Union was before the Conciliation Council to-day, the Commissioner (Mr. W. H. Hagger) presiding. The union asked for a 44-hour week, provision of the rate of time and a half, and wages ranging from 30s. for the first year to £5 5s. in the fifth year. Christchurch, November 17. The dispute filed by the newly formed Clerks' Union was before the Conciliation Council to-day, the Commissioner (Mr. W. H. Hagger) presiding. The union asked for a 44-hour week, provision of the rate of time and a half, and wages ranging from 30s. for the first year to £5 5s. in the fifth year. Christchurch, November 17. The dispute filed by the newly formed Clerks' Union was before the Conciliation Council to-day, the Commissioner (Mr. W. H. Hagger) presiding. The union asked for a 44-hour week, provision of the rate of time and a half, and wages ranging from 30s. for the first year to £5 5s. in the fifth year. Christchurch, November 17. The dispute filed by the newly formed Clerks' Union was before the Conciliation Council to-day, the Commissioner (Mr. W. H. Hagger) presiding. The union asked for a 44-hour week, provision of the rate of time and a half, and wages ranging from 30s. for the first year to £5 5s. in the fifth year. Christchurch, November 17. The dispute filed by the newly formed Clerks' Union was before the Conciliation Council to-day, the Commissioner (Mr. W. H. Hagger) presiding. The union asked for a 44-hour week, provision of the rate of time and a half, and wages ranging from 30s. for the first year to £5 5s. in the fifth year. Christchurch, November 17. The dispute filed by the newly formed Clerks' Union was before the Conciliation Council to-day, the Commissioner (Mr. W. H. Hagger) presiding. The union asked for a 44-hour week, provision of the rate of time and a half, and wages ranging from 30s. for the first year to £5 5s. in the fifth year. Christchurch, November 17. The dispute filed by the newly formed Clerks' Union was before the Conciliation Council to-day, the Commissioner (Mr. W. H. Hagger) presiding. The union asked for a 44-hour week, provision of the rate of time and a half, and wages ranging from 30s. for the first year to £5 5s. in the fifth year. Christchurch, November 17. The dispute filed by the newly formed Clerks' Union was before the Conciliation Council to-day, the Commissioner (Mr. W. H. Hagger) presiding. The union asked for a 44-hour week, provision of the rate of time and a half, and wages ranging from 30s. for the first year to £5 5s. in the fifth year. Christchurch, November 17. The dispute filed by the newly formed Clerks' Union was before the Conciliation Council to-day, the Commissioner (Mr. W. H. Hagger) presiding. The union asked for a 44-hour week, provision of the rate of time and a half, and wages ranging from 30s. for the first year to £5 5s. in the fifth year. Christchurch, November 17. The dispute filed by the newly formed Clerks' Union was before the Conciliation Council to-day, the Commissioner (Mr. W. H. Hagger) presiding. The union asked for a 44-hour week, provision of the rate of time and a half, and wages ranging from 30s. for the firs — [146, 108, 260, 1215]
headline-rule — [428, 2265, 474, 2266]
article-subheading: FINANCIAL DIFFICULTIES — [23, 1159, 136, 1169]
article-body: Paris, November 16. Pocket telegrams from Karachi state the Hindus regard flying men as devils. Paris, November 16. Pocket telegrams from Karachi state the Hindus regard flying men as devils. Paris, November 16. Pocket telegrams from Karachi state the Hindus regard flying men as devils. — [765, 422, 879, 486]
article-separator — [765, 1131, 879, 1132]
article-body: Vienna, November 16. The Rumanian army takes possession of Budapest to-day. — [393, 2192, 508, 2208]
headline-rule — [799, 310, 844, 311]
article-subheading: FEDERAL PRIME MINISTER'S PROPOSAL — [400, 1783, 501, 1803]
article-subheading: ARTHUR HACKER, R.A. — [658, 1832, 738, 1841]
article — [147, 1707, 261, 2046]
article-separator — [765, 244, 879, 245]
headline-rule — [428, 434, 474, 435]
page-number: 7 — [987, 11, 999, 37]
article — [518, 55, 632, 336]
article-separator — [642, 1141, 756, 1142]
article-separator — [642, 1362, 756, 1363]
article-headline: OIL FUEL — [421, 1018, 481, 1033]
article-body: London, November 16. The King has accorded his patronage to the British Empire Exhibition. London, November 16. The King has accorded his patronage to the British Empire Exhibition. London, November 16. The King has accorded his patronage to the British Empire Exhibition. London, November 16. The King has accorded his patronage to the British Empire Exhibition. London, November 16. The King has accorded his patronage to the British Empire Exhibition. London, November 16. The King has accorded his patronage to the British Empire Exhibition. London, November 16. The King has accorded his patronage to the British Empire Exhibition. London, November 16. The King — [765, 846, 879, 987]
article — [518, 1823, 632, 2024]
article — [765, 373, 879, 491]
headline-rule — [428, 293, 474, 294]
article-subheading: LETTS' SUCCESSFUL OFFENSIVE — [529, 90, 619, 110]
article-separator — [518, 680, 632, 681]
headline-rule — [304, 1266, 350, 1267]
article — [270, 1594, 384, 1867]
article-body: Paris, November 16. The Supreme Economic Council will meet in Rome on November 25 to discuss the establishment of an International Food Commission. Paris, November 16. The Supreme Economic Council will meet in Rome on November 25 to discuss the establishment of an International Food Commission. Paris, November 16. The Supreme Economic Council will meet in Rome on November 25 to discuss the establishment of an International Food Commission. Paris, November 16. The Supreme Economic Council will meet in Rome on November 25 to dis — [393, 1207, 508, 1325]
newspaper-column — [513, 49, 637, 2571]
article-separator — [270, 1227, 384, 1228]
article-subheading: APPROVED BY TRADE UNION DELEGATES — [774, 709, 869, 728]
article-subheading: MINES IN THE NORTH SEA — [889, 90, 1003, 100]
headline-rule — [551, 2239, 597, 2240]
headline-rule — [799, 557, 844, 558]
article-headline: NEW STEAMERS — [646, 870, 750, 885]
article — [518, 1480, 632, 1817]
article-subheading: A POINT EXPLAINED — [159, 1276, 248, 1286]
article-headline: WAR HONOURS — [278, 55, 375, 68]
article-separator — [642, 1794, 756, 1795]
article-headline: SEAMEN TO STRIKE — [413, 55, 488, 83]
article-body: London, November 16. Lord Milner has appointed a committee to consider whether the staff of the Agricultural Department's colonial services is adequate. London, November 16. Lord Milner has appointed a committee to consider whether the staff of the Agricultural Department's colonial services is adequate. London, November 16. Lord Milner has appointed a committee to consider whether the staff of the Agricultural Department's colonial services is adequate. London, November 16. Lord Milner has appointed a committee to consider whether the staff of the Agricultural Department's colonial services is adequate. London, November 16. Lord Milner has appointed a committee to consider whether the staff of the Agricultural Department's colonial services is adequate. London, November 16. Lord Milner has appointed a committee to consider whether the staff of the Agricultural Department's colonial services is adequate. London, November 16. Lord Milner has appointed a committee to consider whether the staff of the Agricultural Department's colonial services is adequate. London, November 16. Lord Milner has appointed a committee to consider whether the staff of the Agricultural Department's colonial services is adequate. London, November 16. Lord Milner has appointed a committee to consider whether the staff of the Agricultural Department's colonial services is adequate. London, November 16. Lord Milner has appointed a committee to consider whether the staff of the Agricultural Department's colonial services is adequate. London, November 16. Lord Milner has appointed a committee to consider whether the staff of the Agricultural Department's colonial services is adequate. London, November 16. Lord Milner has appointed a committee to consider whether the staff of the Agricultural Department's colonial services is adequate. London, November 16. Lord Milner has appointed a committee to consider whether the staff of the Agricultural Department's colonial services is adequate. London, November 16. Lord Milner has appointed a committee to consider whether the staff of the Agricultural Department's colonial services is adequate. London, November 16. Lord Milner has appointed a committee to consider whether the staff of the Agricultural Department's colonial services is adequate. London, November 16. Lord Milner has appointed a committee to consider whether the staff of the Agricultural Department's colonial services is adequate. London, November 16. Lord Milner has appointed a committee to consider whether the staff of the Agricultural Department's colonial services is adequate. London, November 16. Lord Milner has appointed a committee to consider whether the staff of the Agricultural Department's colonial services is adequate. London, November 16. Lord Milner has appointed a committee to consider whether the staff of the Agricultural Department's colonial services is adequate. London, November 16. Lord Milner has appointed a committee to consider whether the staff of the Agricultural Department's colonial services is adequate. London, November 16. Lord Milner has appointed a committee to consider whether the staff of the Agricultural Department's colonial services is adequate. London, November 16. Lord Milner has appointed a committee to consider whether the staff of the Agricultural Department's colonial services is adequate. London, November 16. Lord Milner has appointed a committee to consider whether the staff of the Agricultural Department's colonial services is adequate. London, November 16. Lord Milner has appointed a committee to consider whether the staff of the Agricultural Department's colonial services is adequate. London, November 16. Lord Milner has appointed a committee to consider whether the staff of the Agricultural Department's colonial services is adequate. London, November 16. Lord Milner has appointed a committee to consider whether the staff of the Agricultural Department's colonial services is adequate. London, November 16. Lord Milner has appointed a committee to consider whether the staff of the Agricultural Department's colonial services is adequate. London, November 16. Lord Milner has appointed a committee to consider whether the staff of the Agricultural Department's colonial services is adequate. London, November 16. Lord Milner has appointed a committee to consider whether the staff of the Agricultural Department's colonial services is adequate. London, November 16. Lord Milner has appointed a committee to consider whether the staff of the Agricultural Department's colonial services is adequate. London, November 16. Lord Milner has appointed a committee to consider whether the staff of the Agricultural Department's colonial services is adequate. London, November 16. Lord Milner has appointed a committee to consider whether the staff of the Agricultural Department's colonial services is adequate. London, November 16. Lord Milner has appointed a committee to consider whether the staff of the Agricultural Department's colonial services is adequate. London, November 16. Lord Milner has appointed a committee to consider whether the staff of the Agricultural Department's colonial services is adequate. London, November 16. Lord Milner has appointed a committee to consider whether the staff of the Agricultural Department's colonial services is adequate. London, November 16. Lord Milner has appointed a committee to consider whether the staff of the Agricultural Department's colonial services is adequate. London, November 16. Lord Milner has appointed a committee to consider whether the staff of the Agricultural Department's colonial services is adequate. London, November 16. Lord Milner has appointed a committee to consider whether the staff of the Agricultural Department's colonial services is adequate. London, November 16. Lord Milner has appointed a committee to consider whether the staff of the Agricultural Department's colonial services is adequate. London, November 16. Lord Milner has appointed a committee to consider whether the staff of the Agricultural Department's colonial services is adequate. London, November 16. Lord Milner has appointed a committee to consider whether the staff of the Agricultural Department's colonial services is adequate. London, November 16. Lord Milner has appointed a committee to consider whether the staff of the Agricultural Department's colonial services is adequate. London, November 16. Lord Milner has appointed a committee to consider whether the staff of the Agricultural Department's colonial services is adequate. London, November 16. Lord Milner has appointed a committee to consider whether the staff of the Agricultural Department's colonial services is adequate. London, November 16. Lord Milner has appointed a committee to consider whether the staff of the Agricultural Department's colonial services i — [888, 420, 1003, 1804]
article-subheading: CONDITIONS OF DECORATIONS — [291, 76, 362, 95]
article-body: Sydney, November 17. Women workers of the Liquor Trade Union have presented an ultimatum to the employers. Sydney, November 17. Women workers of the Liquor Trade Union have presented an ultimatum to the employers. Sydney, November 17. Women workers of the Liquor Trade Union have presented an ultima — [393, 1987, 508, 2058]
article-separator — [518, 2354, 632, 2355]
article-headline: POULET'S FLIGHT TO DELHI POSTPONED — [783, 249, 861, 307]
article-subheading: OUR CASUALTIES AT JUTLAND — [893, 350, 1000, 359]
article-body: Berlin, November 15. Storms in the North Sea have liberated hundreds of sunken mines. — [888, 101, 1003, 125]
article-body: London, November 16. All the German regulars have evacuated Lithuania. The Lithuanians in the Kovno district severely defeated Bermondt's troops. London, November 16. All the German regulars have evacuated Lithuania. The Lithuanians in the Kovno district severely defeated Bermondt's troops. London, November 16. All the German regulars have evacuated Lithuania. The Lithuanians in the Kovno district severely defeated Bermondt's troops. London, November 16. All the German regulars have evacuated Lithuania. The Lithuanians in the Kovno district severely defeated Bermondt's troops. London, November 16. All the German regulars have evacuated Lithuania. The Lithuanians in the Kovno district severely defeated Bermondt's troops. London, November 16. All the German regulars have evacuated Lithuania. The Lithuanians in the Kovno district severely defeated Bermondt's troops. London, November 16. All the German regulars have evacuated Lithuania. The Lithuanians in the Kovno district severely defeated Bermondt's troops. London, November 16. All the German regulars have evacuated Lithuania. The Lithuanians in the Kovno district severely defeated Bermondt's troops. London, November 16. All the German regulars have evacuated Lithuania. The Lithuanians in the Kovno district severely defeated Ber — [518, 412, 632, 676]
article — [765, 55, 879, 245]
article — [518, 2360, 632, 2445]
article-separator — [394, 510, 508, 511]
article-separator — [889, 2431, 1004, 2432]
headline-rule — [57, 1156, 102, 1157]
article-subheading: COUNTESS TOLSTOY — [662, 1843, 735, 1852]
article-subheading: DEMAND 48-HOUR WEEK AND INCREASED WAGES — [396, 1966, 505, 1986]
headline-rule — [799, 419, 844, 420]
article-headline: TREASON TRIALS IN FRANCE — [890, 1814, 1001, 1844]
article-body: Major E. E. Goddard, representing the Association of British Bottle and Allied Manufacturers, Ltd., in conjunction with the Colonial Trade Commissioner of the British Government, left for Sydney by the Riverina on Friday night. Before leaving Wellington, he said that he had been very impressed with the trade opportunities of New Zealand, and with the courtesy and kindliness he had met on all hands. He had no fear whatever that British trade would quickly recover its supremacy in the Dominion as soon as English manufacturers were able to supply, and he believed that the people of New Zealand would see to it that British goods were given every reasonable preference. Major E. E. Goddard, representing the Association of British Bottle and Allied Manufacturers, Ltd., in conjunction with the Colonial Trade Commissioner of the British Government, left for Sydney by the Riverina on Friday night. Before leaving Wellington, he said that he had been very impressed with the trade opportunities of New Zealand, and with the courtesy and kindliness he had met on all hands. He had no fear whatever that British trade would quickly recover its supremacy in the Dominion as soon as English manufacturers were able to supply, and he believed that the people of New Zealand would see to it that British goods were given every reasonable preference. Major E. E. Goddard, representing the Association of British Bottle and Allied Manufacturers, Ltd., in conjunction with the Colonial Trade Commissioner of the British Government, left for Sydney by the Riverina on Friday night. Before leaving Wellington, he said that he had been very impressed with the trade opportunities of New Zealand, and with the courtesy and kindliness he had met on all hands. He had no fear whatever that British trade would quickly recover its supremacy in the Dominion as soon as English manufacturers were able to supply, and he believed that the people of New Zealand would see to it that British goods were given every reasonable preference. Major E. E. Goddard, representing the Association of British Bottle and Allied Manufacturers, Ltd., in conjunction with the Colonial Trade Commissioner of the British Government, left for Sydney by the Riverina on Friday night. Before leaving Wellington, he said that he had been very impressed with the trade opportunities of New Zealand, and with the courtesy and kindliness he had met on all hands. He had no fear whatever that British trade would quickly recover its supremacy in the Dominion as soon as English manufacturers were able to supply, and he believed that the people of New Zealand would see to it that British goods were given every reasonable preference. Major E. E. Goddard, representing the Association of British Bottle and Allied Manufacturers, Ltd., in conjunction with the Colonial Trade Commissioner of the British Government, left for Sydney by the Riverina on Friday night. Before leaving Wellington, he said that he had been very impressed with the trade opportunities of New Zealand, and with the courtesy and kindliness he had met on all hands. He had no fear whatever that British trade would quickly recover its suprem — [23, 115, 137, 731]
headline-rule — [676, 634, 721, 635]
article-separator — [765, 1439, 879, 1440]
article-body: London, November 16. Delegates representing ten million trade unionists met in London and decided to approve the Industrial Courts Bill. London, November 16. Delegates representing ten million trade unionists met in London and decided to approve the Industrial Courts Bill. London, November 16. Delegates representing ten million — [765, 729, 879, 801]
article-separator — [394, 1160, 508, 1161]
article — [765, 1321, 879, 1440]
newspaper-column — [266, 49, 390, 1862]
article-headline: BRITISH APPLE MARKET — [649, 602, 747, 630]
article-body: London, November 16. Three new boats for the Shaw-Savill Company are nearing completion. London, November 16. Three new boats for the Shaw-Savill Company are nearing completion. London, November 16. Three new boats for the Shaw-Savill Company are nearing completion. London, November 16. Three new boats for the Shaw-Savill Company are nearing completion. London, November 16. Three new boats for the Shaw-Savill Company are nearing completion. London, November 16. Three new boats for the Shaw-Savill Company are nearing completion. London, November 16. Three new boats for the Shaw-Savill Company are nearing completion. London, November 16. Three new boats for the Shaw-Savill Company are nearing completion. London, November 16. Three new boats for the Shaw-Savill Company are nearing completion. London, November 16. Three new boats for the Shaw-Savill Company are nearing completion. London, November 16. Three new boats for the Shaw-Savill Company are nearing completion. London, November 16. Three new boats for the Shaw-Savill Company are n — [641, 912, 755, 1137]
headline-rule — [676, 1180, 721, 1181]
headline-rule — [181, 1724, 226, 1725]
headline-rule — [799, 87, 844, 88]
article — [765, 673, 879, 805]
article-separator — [23, 2223, 137, 2224]
article-separator — [642, 434, 756, 435]
article-separator — [642, 595, 756, 596]
article — [147, 55, 261, 1221]
article-subheading: NEGOTIATIONS AT COPENHAGEN — [534, 721, 615, 741]
article — [642, 870, 756, 1142]
article-body: It was stated in an article in last Tuesday's issue that a soldier who had purchased a farm had found himself unable to get relief from the Discharged Soldiers Settlement Act, and that he could not secure assistance. It was stated in an article in last Tuesday's issue that a soldier who had purchased a farm had found himself unable to get relief from the Discharged Soldiers Settlement Act, and that he could not secure assistance. It was stated in an article in last Tuesday's issue that a soldier who had purchased a farm had found himself unable to get relief from the Discharged Soldiers Settlement Act, and that he could not secure assistance. It was stated in an article in last Tuesday's issue that a soldier who had purchased a farm had found himself unable to get relief from the Discharged Soldiers Settlement Act, and that he could not secure assistance. It was stated in an article in last Tuesday's issue that a soldier who had purchased a farm had found himself unable to get relief from the Discharged Soldiers Settlement Act, and that he could not secure assistance. It was stated in an article in last Tuesday's issue that a soldier who had purchased a farm had found himself unable to get relief from the Discharged Soldiers Settlement Act, and that he could not secure assistance. It was stated in an article in last Tuesday's issue that a soldier who had purchased a farm had found himself unable to get relief from the Discharged Soldiers Settlement Act, and that he could not secure assistance. It was stated in an article in last Tuesday's issue that a soldier who had purchased a farm had found himself unable to get relief from the Discharged Soldiers Settlement Act, and that he could not secure assistance. It was stated in an article in last Tuesday's issue that a soldier who had purchased a farm had found himself unable to get relief from the Discharged Soldiers Settlement Act, and that he could not secure assistance. It was stated in an article in last Tuesday's issue that a soldier who had purchased a farm had found himself unable to get relief from the Discharged Soldiers Settlement Act, and that — [146, 1287, 260, 1696]
article-separator — [394, 777, 508, 778]
article — [765, 497, 879, 668]
article-body: Karachi, November 16. Owing to the illness of his mechanic, Benoist, Poulet has postponed his flight to Delhi. Karachi, November 16. Owing to the illness of his mechanic, Benoist, Poulet has postponed his fl — [765, 313, 879, 362]
headline-rule — [923, 1847, 969, 1848]
article-separator — [518, 1474, 632, 1475]
article — [394, 55, 508, 241]
article-separator — [765, 366, 879, 367]
article-subheading: THE PHILOMEL'S DUTY — [152, 1728, 255, 1738]
article — [642, 602, 756, 865]
headline-rule — [799, 1170, 844, 1171]
article-separator — [518, 1816, 632, 1817]
headline-rule — [676, 501, 721, 502]
article-subheading: ROSSMITH'S PROGRESS — [905, 247, 987, 257]
article — [394, 1336, 508, 1537]
headline-rule — [57, 1582, 102, 1583]
article — [147, 2052, 261, 2345]
article-subheading: PROTEST AGAINST IMPERIAL AUTHORITIES' SLOWNESS — [643, 1404, 753, 1433]
article — [518, 2030, 632, 2201]
article-subheading: REDS SUFFER HEAVY LOSSES — [523, 110, 625, 119]
article-separator — [23, 1103, 137, 1104]
article — [23, 55, 137, 737]
article-headline: ACCIDENTS AND FATALITIES — [27, 742, 132, 771]
article-headline: INDUSTRIAL COURTS BILL — [779, 673, 865, 701]
article — [765, 812, 879, 993]
article-headline: CLERKS' UNION — [152, 55, 254, 68]
article-subheading: INTERNAL COMBUSTION LOCOMOTIVE — [397, 1040, 505, 1059]
headline-rule — [676, 1819, 721, 1820]
article-headline: SOLDIERS' GRATUITY — [416, 1748, 485, 1776]
